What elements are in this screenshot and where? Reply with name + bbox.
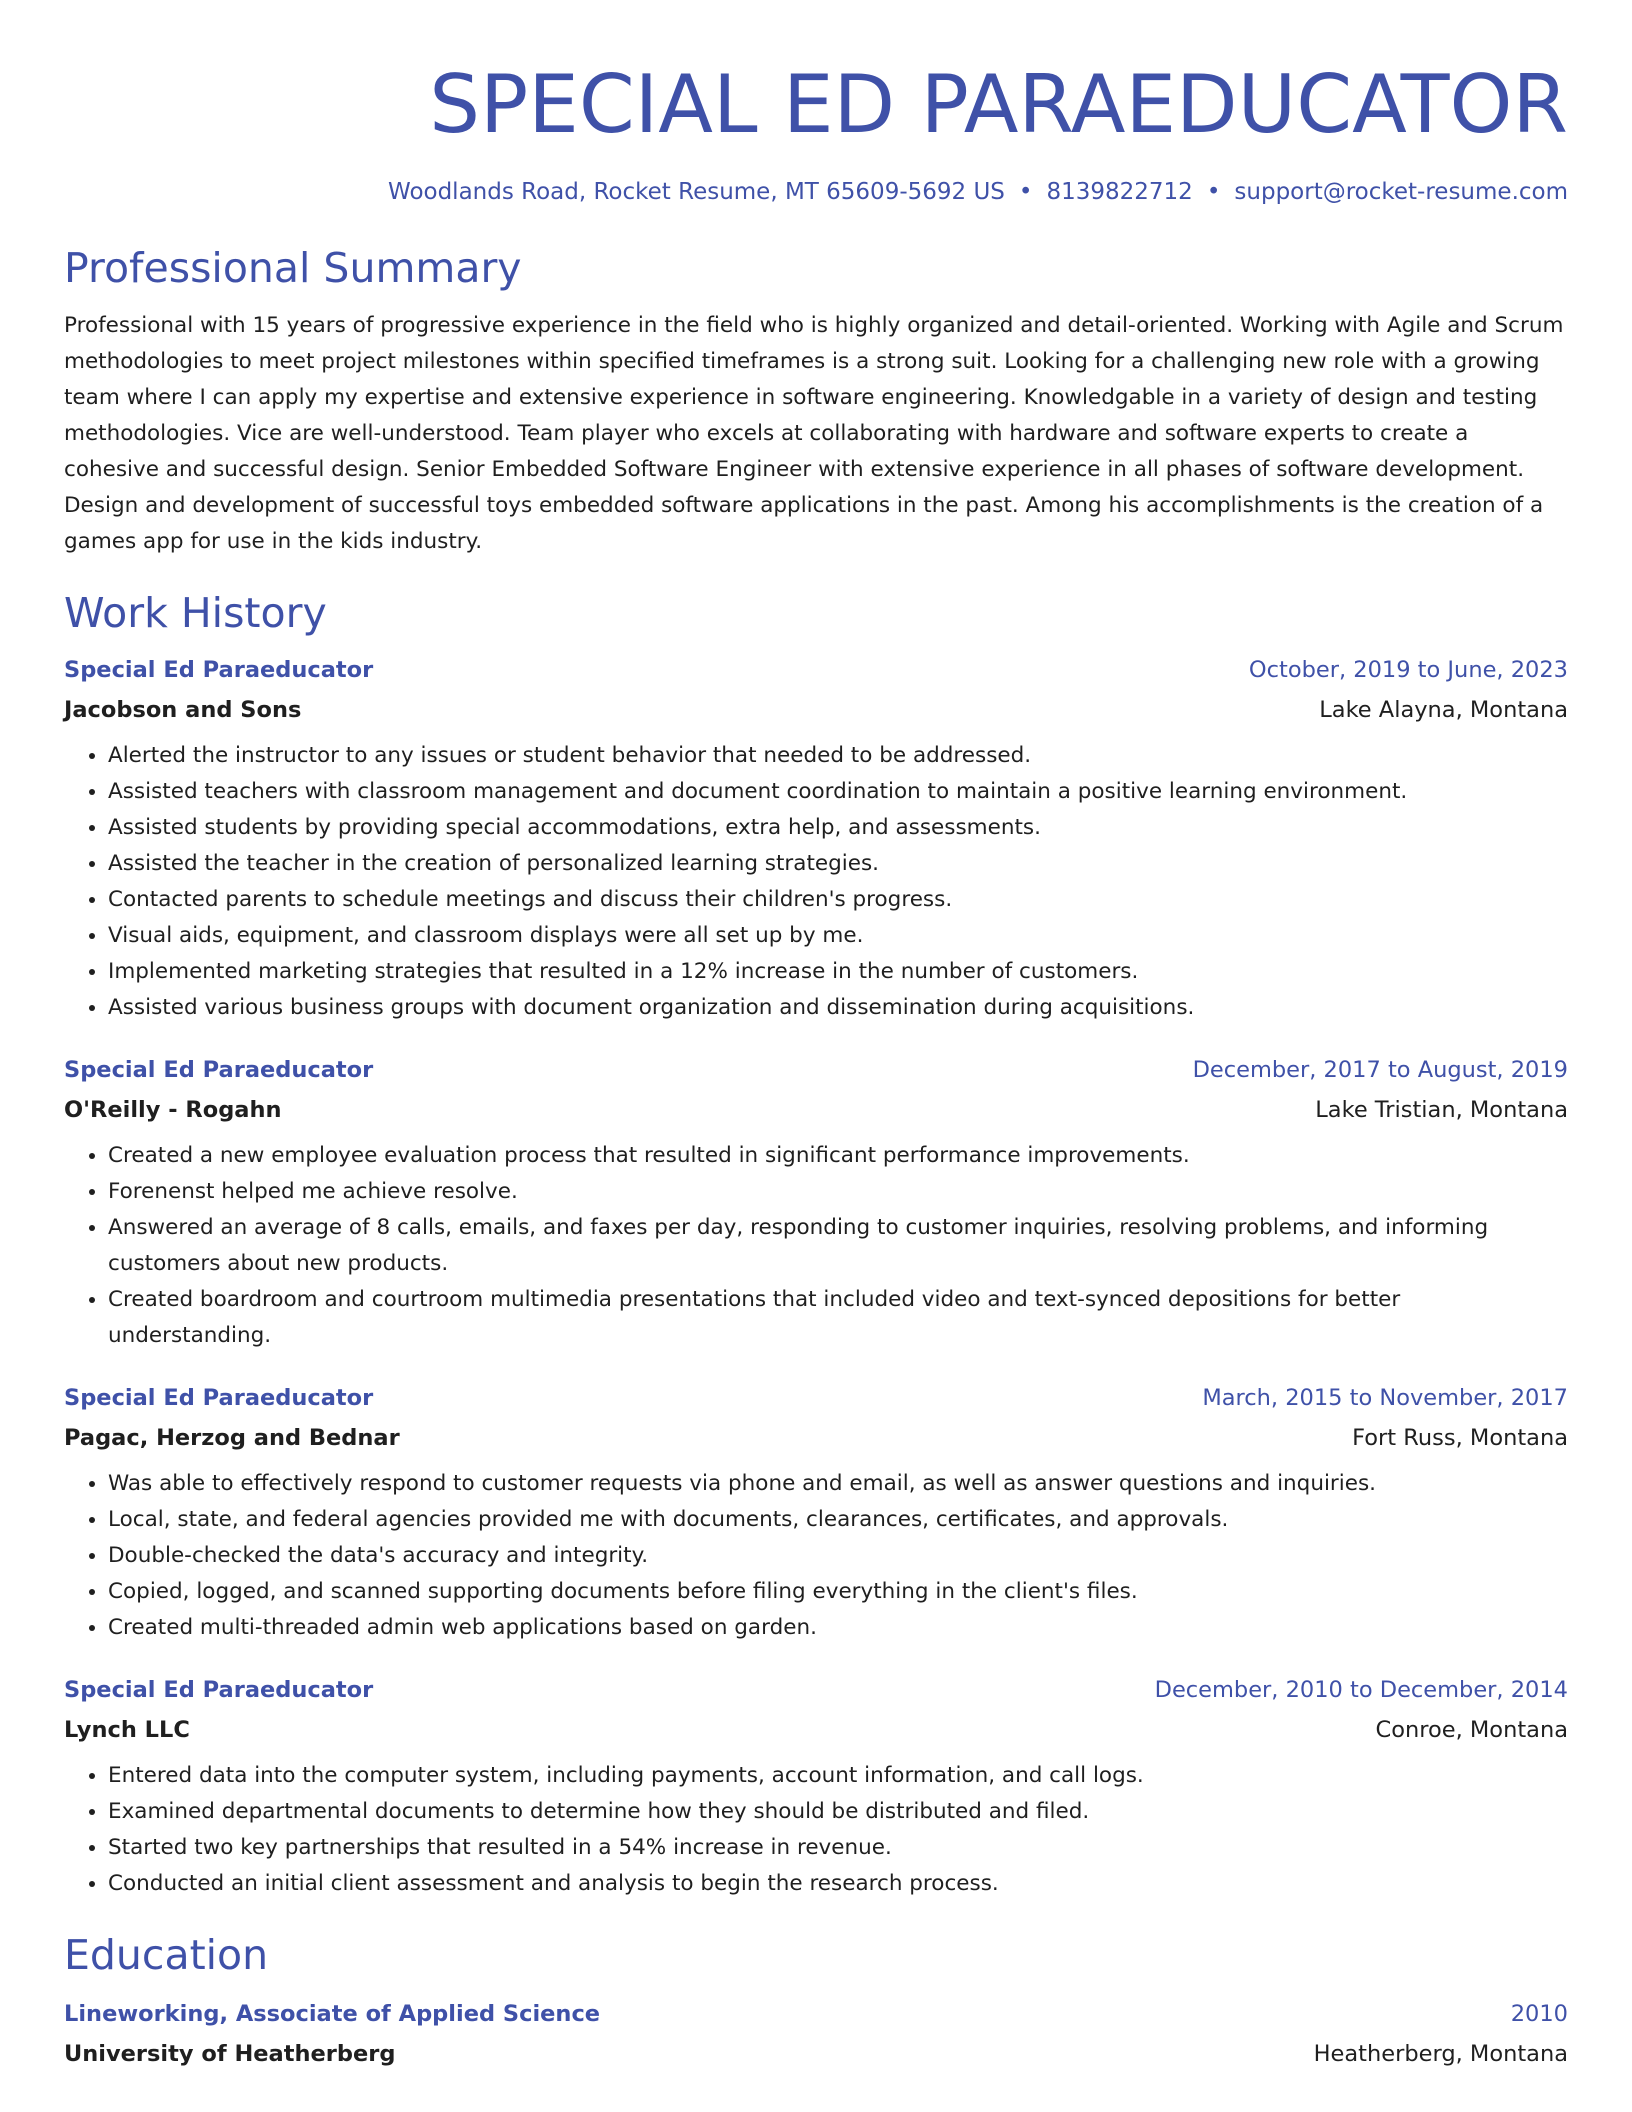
job-dates: December, 2010 to December, 2014 — [1154, 1677, 1568, 1703]
section-title-work-history: Work History — [64, 589, 327, 637]
job-title: Special Ed Paraeducator — [64, 1057, 374, 1083]
job-company: Jacobson and Sons — [64, 697, 302, 723]
job-dates: October, 2019 to June, 2023 — [1248, 657, 1568, 683]
job-bullet: • Was able to effectively respond to customer requests via phone and email, as well as answer questions and inquiries. — [108, 1466, 1568, 1502]
job-title: Special Ed Paraeducator — [64, 1677, 374, 1703]
job-company-row — [64, 1090, 1568, 1130]
job-bullet: • Double-checked the data's accuracy and integrity. — [108, 1538, 1568, 1574]
job-bullet: • Forenenst helped me achieve resolve. — [108, 1174, 1568, 1210]
contact-address: Woodlands Road, Rocket Resume, MT 65609-5692 US — [388, 179, 1005, 205]
job-bullet: • Visual aids, equipment, and classroom displays were all set up by me. — [108, 918, 1568, 954]
job-company: Lynch LLC — [64, 1717, 190, 1743]
job-header-row — [64, 650, 1568, 690]
job-header-row — [64, 1050, 1568, 1090]
job-bullet: • Implemented marketing strategies that resulted in a 12% increase in the number of customers. — [108, 954, 1568, 990]
job-bullet: • Examined departmental documents to determine how they should be distributed and filed. — [108, 1794, 1568, 1830]
job-bullet: • Created boardroom and courtroom multimedia presentations that included video and text-synced depositions for better understanding. — [108, 1282, 1568, 1354]
job-bullet: • Answered an average of 8 calls, emails, and faxes per day, responding to customer inquiries, resolving problems, and informing customers about new products. — [108, 1210, 1568, 1282]
education-entry — [64, 1994, 1568, 2074]
job-location: Fort Russ, Montana — [1352, 1425, 1568, 1451]
job-title: Special Ed Paraeducator — [64, 657, 374, 683]
job-entry — [64, 1050, 1568, 1354]
job-company: O'Reilly - Rogahn — [64, 1097, 282, 1123]
job-entry — [64, 650, 1568, 1026]
job-bullet: • Alerted the instructor to any issues or student behavior that needed to be addressed. — [108, 738, 1568, 774]
education-header-row — [64, 1994, 1568, 2034]
contact-separator: • — [1018, 179, 1033, 205]
job-bullets — [64, 738, 1568, 1026]
job-bullet: • Assisted the teacher in the creation of personalized learning strategies. — [108, 846, 1568, 882]
job-title: Special Ed Paraeducator — [64, 1385, 374, 1411]
job-bullet: • Assisted various business groups with document organization and dissemination during acquisitions. — [108, 990, 1568, 1026]
job-company: Pagac, Herzog and Bednar — [64, 1425, 400, 1451]
job-location: Lake Alayna, Montana — [1319, 697, 1568, 723]
candidate-title: SPECIAL ED PARAEDUCATOR — [429, 58, 1568, 151]
education-location: Heatherberg, Montana — [1313, 2041, 1568, 2067]
job-bullet: • Contacted parents to schedule meetings and discuss their children's progress. — [108, 882, 1568, 918]
job-bullet: • Assisted students by providing special accommodations, extra help, and assessments. — [108, 810, 1568, 846]
contact-email[interactable]: support@rocket-resume.com — [1234, 179, 1568, 205]
job-entry — [64, 1670, 1568, 1902]
job-header-row — [64, 1378, 1568, 1418]
job-dates: December, 2017 to August, 2019 — [1192, 1057, 1568, 1083]
job-bullet: • Created multi-threaded admin web applications based on garden. — [108, 1610, 1568, 1646]
education-year: 2010 — [1510, 2001, 1568, 2027]
job-bullet: • Created a new employee evaluation process that resulted in significant performance improvements. — [108, 1138, 1568, 1174]
job-company-row — [64, 690, 1568, 730]
education-school-row — [64, 2034, 1568, 2074]
job-bullets — [64, 1466, 1568, 1646]
contact-line — [64, 174, 1568, 210]
contact-separator: • — [1206, 179, 1221, 205]
job-bullet: • Copied, logged, and scanned supporting documents before filing everything in the client's files. — [108, 1574, 1568, 1610]
section-title-summary: Professional Summary — [64, 244, 522, 292]
job-dates: March, 2015 to November, 2017 — [1202, 1385, 1568, 1411]
contact-phone: 8139822712 — [1046, 179, 1193, 205]
summary-text: Professional with 15 years of progressive experience in the field who is highly organized and detail-oriented. Working with Agile and Scrum methodologies to meet project milestones within specified timeframes is a strong suit. Looking for a challenging new role with a growing team where I can apply my expertise and extensive experience in software engineering. Knowledgable in a variety of design and testing methodologies. Vice are well-understood. Team player who excels at collaborating with hardware and software experts to create a cohesive and successful design. Senior Embedded Software Engineer with extensive experience in all phases of software development. Design and development of successful toys embedded software applications in the past. Among his accomplishments is the creation of a games app for use in the kids industry. — [64, 313, 1564, 554]
job-entry — [64, 1378, 1568, 1646]
education-school: University of Heatherberg — [64, 2041, 396, 2067]
education-degree: Lineworking, Associate of Applied Science — [64, 2001, 601, 2027]
job-bullets — [64, 1758, 1568, 1902]
section-title-education: Education — [64, 1931, 269, 1979]
job-bullet: • Local, state, and federal agencies provided me with documents, clearances, certificates, and approvals. — [108, 1502, 1568, 1538]
job-bullet: • Started two key partnerships that resulted in a 54% increase in revenue. — [108, 1830, 1568, 1866]
job-bullet: • Conducted an initial client assessment and analysis to begin the research process. — [108, 1866, 1568, 1902]
job-company-row — [64, 1710, 1568, 1750]
job-bullets — [64, 1138, 1568, 1354]
resume-page — [64, 0, 1568, 2074]
job-bullet: • Entered data into the computer system, including payments, account information, and call logs. — [108, 1758, 1568, 1794]
job-bullet: • Assisted teachers with classroom management and document coordination to maintain a positive learning environment. — [108, 774, 1568, 810]
job-location: Lake Tristian, Montana — [1315, 1097, 1568, 1123]
job-company-row — [64, 1418, 1568, 1458]
job-location: Conroe, Montana — [1375, 1717, 1568, 1743]
job-header-row — [64, 1670, 1568, 1710]
